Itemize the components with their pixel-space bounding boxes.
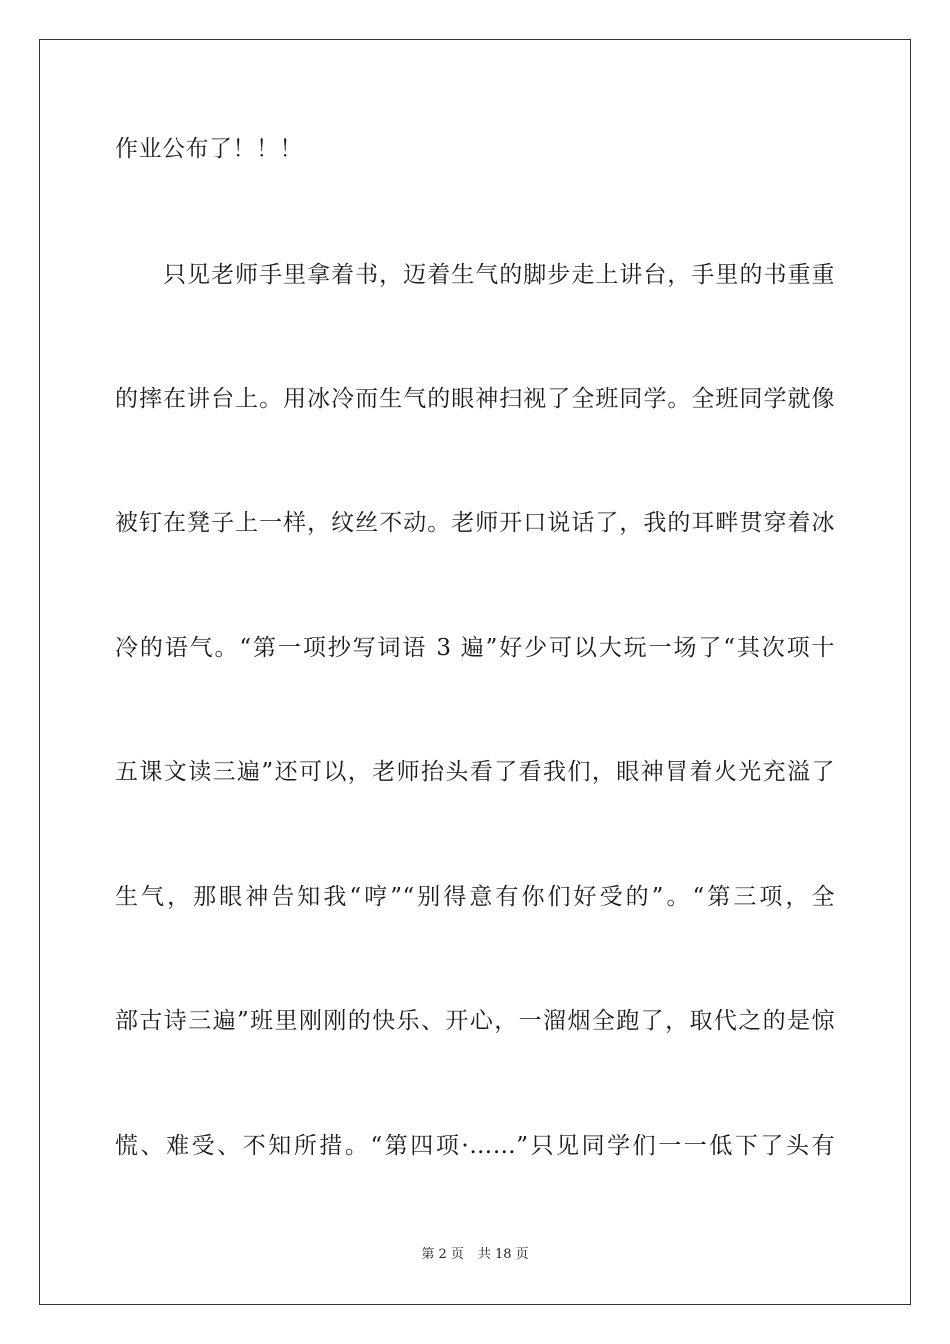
text-line-5: 冷的语气。“第一项抄写词语 3 遍”好少可以大玩一场了“其次项十 (115, 635, 835, 661)
page-footer (0, 1246, 950, 1264)
text-line-9: 慌、难受、不知所措。“第四项·……”只见同学们一一低下了头有 (115, 1133, 835, 1159)
page-border (39, 39, 911, 1305)
text-line-4: 被钉在凳子上一样，纹丝不动。老师开口说话了，我的耳畔贯穿着冰 (115, 510, 835, 536)
text-line-2: 只见老师手里拿着书，迈着生气的脚步走上讲台，手里的书重重 (163, 262, 835, 288)
text-line-3: 的摔在讲台上。用冰冷而生气的眼神扫视了全班同学。全班同学就像 (115, 386, 835, 412)
page-number: 第 2 页 (421, 1247, 464, 1262)
text-line-6: 五课文读三遍”还可以，老师抬头看了看我们，眼神冒着火光充溢了 (115, 759, 835, 785)
text-line-7: 生气，那眼神告知我“哼”“别得意有你们好受的”。“第三项，全 (115, 884, 835, 910)
text-line-1: 作业公布了！！！ (115, 136, 303, 162)
text-line-8: 部古诗三遍”班里刚刚的快乐、开心，一溜烟全跑了，取代之的是惊 (115, 1008, 835, 1034)
page-total: 共 18 页 (477, 1247, 529, 1262)
